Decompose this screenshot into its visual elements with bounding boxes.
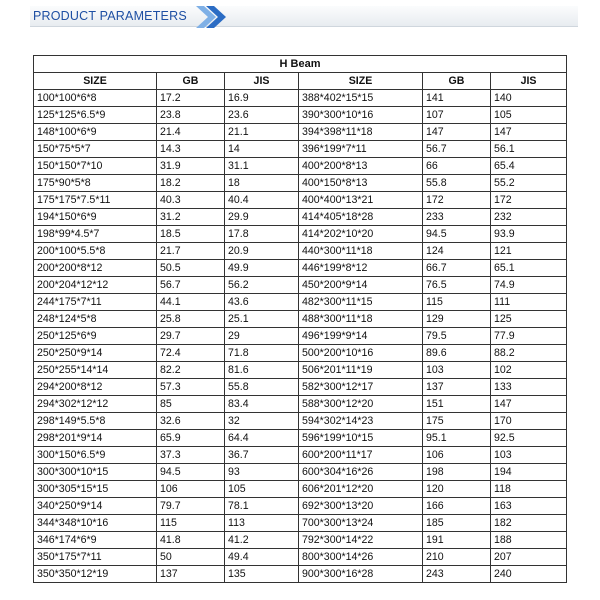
table-cell: 400*400*13*21 xyxy=(299,192,423,209)
table-cell: 600*304*16*26 xyxy=(299,464,423,481)
table-cell: 191 xyxy=(423,532,491,549)
table-cell: 31.1 xyxy=(225,158,299,175)
table-row xyxy=(34,396,567,413)
table-cell: 17.8 xyxy=(225,226,299,243)
table-cell: 16.9 xyxy=(225,90,299,107)
table-cell: 496*199*9*14 xyxy=(299,328,423,345)
table-cell: 43.6 xyxy=(225,294,299,311)
table-cell: 300*305*15*15 xyxy=(34,481,157,498)
table-cell: 57.3 xyxy=(157,379,225,396)
table-cell: 56.2 xyxy=(225,277,299,294)
table-row xyxy=(34,90,567,107)
table-cell: 29.9 xyxy=(225,209,299,226)
table-cell: 172 xyxy=(423,192,491,209)
table-cell: 150*150*7*10 xyxy=(34,158,157,175)
table-cell: 111 xyxy=(491,294,567,311)
table-row xyxy=(34,481,567,498)
table-cell: 446*199*8*12 xyxy=(299,260,423,277)
table-cell: 102 xyxy=(491,362,567,379)
table-cell: 31.9 xyxy=(157,158,225,175)
column-header: SIZE xyxy=(34,73,157,90)
table-row xyxy=(34,379,567,396)
table-cell: 390*300*10*16 xyxy=(299,107,423,124)
table-cell: 79.7 xyxy=(157,498,225,515)
table-cell: 163 xyxy=(491,498,567,515)
table-cell: 488*300*11*18 xyxy=(299,311,423,328)
table-cell: 37.3 xyxy=(157,447,225,464)
table-cell: 133 xyxy=(491,379,567,396)
table-cell: 106 xyxy=(423,447,491,464)
table-cell: 49.9 xyxy=(225,260,299,277)
table-cell: 248*124*5*8 xyxy=(34,311,157,328)
table-cell: 140 xyxy=(491,90,567,107)
table-cell: 41.2 xyxy=(225,532,299,549)
table-cell: 89.6 xyxy=(423,345,491,362)
table-cell: 151 xyxy=(423,396,491,413)
column-header: JIS xyxy=(491,73,567,90)
table-cell: 596*199*10*15 xyxy=(299,430,423,447)
table-cell: 396*199*7*11 xyxy=(299,141,423,158)
table-cell: 36.7 xyxy=(225,447,299,464)
table-cell: 118 xyxy=(491,481,567,498)
table-cell: 21.4 xyxy=(157,124,225,141)
table-cell: 147 xyxy=(423,124,491,141)
table-cell: 56.7 xyxy=(157,277,225,294)
table-cell: 29 xyxy=(225,328,299,345)
column-header: GB xyxy=(157,73,225,90)
table-cell: 582*300*12*17 xyxy=(299,379,423,396)
table-cell: 100*100*6*8 xyxy=(34,90,157,107)
table-cell: 692*300*13*20 xyxy=(299,498,423,515)
table-row xyxy=(34,192,567,209)
table-cell: 175*90*5*8 xyxy=(34,175,157,192)
table-cell: 65.1 xyxy=(491,260,567,277)
table-cell: 32.6 xyxy=(157,413,225,430)
table-cell: 115 xyxy=(423,294,491,311)
table-cell: 40.4 xyxy=(225,192,299,209)
table-cell: 185 xyxy=(423,515,491,532)
column-header: JIS xyxy=(225,73,299,90)
table-row xyxy=(34,158,567,175)
table-cell: 800*300*14*26 xyxy=(299,549,423,566)
table-cell: 49.4 xyxy=(225,549,299,566)
table-cell: 207 xyxy=(491,549,567,566)
table-cell: 394*398*11*18 xyxy=(299,124,423,141)
table-cell: 105 xyxy=(491,107,567,124)
table-cell: 166 xyxy=(423,498,491,515)
table-cell: 172 xyxy=(491,192,567,209)
table-cell: 17.2 xyxy=(157,90,225,107)
column-header: SIZE xyxy=(299,73,423,90)
table-cell: 41.8 xyxy=(157,532,225,549)
table-cell: 83.4 xyxy=(225,396,299,413)
table-cell: 76.5 xyxy=(423,277,491,294)
table-row xyxy=(34,515,567,532)
table-cell: 440*300*11*18 xyxy=(299,243,423,260)
table-row xyxy=(34,447,567,464)
table-cell: 300*300*10*15 xyxy=(34,464,157,481)
table-row xyxy=(34,175,567,192)
table-cell: 147 xyxy=(491,124,567,141)
table-cell: 350*350*12*19 xyxy=(34,566,157,583)
table-cell: 137 xyxy=(157,566,225,583)
table-cell: 700*300*13*24 xyxy=(299,515,423,532)
table-cell: 105 xyxy=(225,481,299,498)
table-cell: 93.9 xyxy=(491,226,567,243)
table-cell: 294*200*8*12 xyxy=(34,379,157,396)
table-cell: 346*174*6*9 xyxy=(34,532,157,549)
table-cell: 175*175*7.5*11 xyxy=(34,192,157,209)
table-cell: 606*201*12*20 xyxy=(299,481,423,498)
table-cell: 71.8 xyxy=(225,345,299,362)
table-cell: 18.5 xyxy=(157,226,225,243)
table-cell: 194*150*6*9 xyxy=(34,209,157,226)
table-row xyxy=(34,294,567,311)
table-row xyxy=(34,549,567,566)
table-cell: 148*100*6*9 xyxy=(34,124,157,141)
table-cell: 400*200*8*13 xyxy=(299,158,423,175)
table-cell: 250*255*14*14 xyxy=(34,362,157,379)
table-cell: 243 xyxy=(423,566,491,583)
table-cell: 95.1 xyxy=(423,430,491,447)
table-cell: 77.9 xyxy=(491,328,567,345)
table-cell: 792*300*14*22 xyxy=(299,532,423,549)
table-cell: 294*302*12*12 xyxy=(34,396,157,413)
table-cell: 56.1 xyxy=(491,141,567,158)
table-cell: 210 xyxy=(423,549,491,566)
table-cell: 85 xyxy=(157,396,225,413)
table-cell: 65.9 xyxy=(157,430,225,447)
table-cell: 150*75*5*7 xyxy=(34,141,157,158)
table-row xyxy=(34,413,567,430)
table-cell: 500*200*10*16 xyxy=(299,345,423,362)
table-cell: 64.4 xyxy=(225,430,299,447)
table-cell: 124 xyxy=(423,243,491,260)
table-cell: 29.7 xyxy=(157,328,225,345)
table-cell: 298*149*5.5*8 xyxy=(34,413,157,430)
table-cell: 120 xyxy=(423,481,491,498)
table-cell: 200*200*8*12 xyxy=(34,260,157,277)
table-cell: 55.8 xyxy=(423,175,491,192)
table-cell: 113 xyxy=(225,515,299,532)
table-cell: 170 xyxy=(491,413,567,430)
table-cell: 44.1 xyxy=(157,294,225,311)
table-cell: 66.7 xyxy=(423,260,491,277)
table-cell: 147 xyxy=(491,396,567,413)
table-cell: 25.8 xyxy=(157,311,225,328)
section-header xyxy=(30,6,578,27)
table-cell: 141 xyxy=(423,90,491,107)
table-row xyxy=(34,124,567,141)
table-cell: 506*201*11*19 xyxy=(299,362,423,379)
table-cell: 175 xyxy=(423,413,491,430)
table-cell: 50.5 xyxy=(157,260,225,277)
table-row xyxy=(34,243,567,260)
table-cell: 94.5 xyxy=(423,226,491,243)
table-cell: 400*150*8*13 xyxy=(299,175,423,192)
table-row xyxy=(34,345,567,362)
table-cell: 79.5 xyxy=(423,328,491,345)
table-cell: 50 xyxy=(157,549,225,566)
table-cell: 21.1 xyxy=(225,124,299,141)
table-row xyxy=(34,328,567,345)
table-cell: 482*300*11*15 xyxy=(299,294,423,311)
table-cell: 125 xyxy=(491,311,567,328)
table-cell: 414*202*10*20 xyxy=(299,226,423,243)
h-beam-table xyxy=(33,55,567,583)
table-cell: 107 xyxy=(423,107,491,124)
table-cell: 94.5 xyxy=(157,464,225,481)
table-title-row xyxy=(34,56,567,73)
table-cell: 82.2 xyxy=(157,362,225,379)
table-cell: 232 xyxy=(491,209,567,226)
table-cell: 23.8 xyxy=(157,107,225,124)
table-cell: 182 xyxy=(491,515,567,532)
table-row xyxy=(34,498,567,515)
table-row xyxy=(34,311,567,328)
table-cell: 92.5 xyxy=(491,430,567,447)
chevron-right-icon xyxy=(196,6,236,28)
table-cell: 194 xyxy=(491,464,567,481)
table-body xyxy=(34,90,567,583)
table-cell: 125*125*6.5*9 xyxy=(34,107,157,124)
table-row xyxy=(34,226,567,243)
table-header-row xyxy=(34,73,567,90)
table-cell: 188 xyxy=(491,532,567,549)
table-cell: 20.9 xyxy=(225,243,299,260)
table-cell: 129 xyxy=(423,311,491,328)
table-title: H Beam xyxy=(34,56,567,73)
table-cell: 55.2 xyxy=(491,175,567,192)
table-row xyxy=(34,277,567,294)
table-cell: 65.4 xyxy=(491,158,567,175)
table-cell: 414*405*18*28 xyxy=(299,209,423,226)
table-cell: 198*99*4.5*7 xyxy=(34,226,157,243)
table-row xyxy=(34,362,567,379)
table-row xyxy=(34,566,567,583)
table-cell: 115 xyxy=(157,515,225,532)
table-row xyxy=(34,107,567,124)
table-cell: 244*175*7*11 xyxy=(34,294,157,311)
table-cell: 137 xyxy=(423,379,491,396)
table-cell: 32 xyxy=(225,413,299,430)
table-cell: 135 xyxy=(225,566,299,583)
table-row xyxy=(34,260,567,277)
table-cell: 340*250*9*14 xyxy=(34,498,157,515)
table-cell: 56.7 xyxy=(423,141,491,158)
table-cell: 25.1 xyxy=(225,311,299,328)
table-cell: 250*250*9*14 xyxy=(34,345,157,362)
table-row xyxy=(34,532,567,549)
table-row xyxy=(34,430,567,447)
table-cell: 103 xyxy=(423,362,491,379)
table-row xyxy=(34,209,567,226)
table-cell: 78.1 xyxy=(225,498,299,515)
table-cell: 93 xyxy=(225,464,299,481)
h-beam-table-container xyxy=(33,55,566,583)
table-cell: 31.2 xyxy=(157,209,225,226)
table-cell: 74.9 xyxy=(491,277,567,294)
table-cell: 14.3 xyxy=(157,141,225,158)
table-row xyxy=(34,141,567,158)
table-cell: 233 xyxy=(423,209,491,226)
table-cell: 18.2 xyxy=(157,175,225,192)
table-cell: 121 xyxy=(491,243,567,260)
table-cell: 344*348*10*16 xyxy=(34,515,157,532)
table-cell: 21.7 xyxy=(157,243,225,260)
table-cell: 240 xyxy=(491,566,567,583)
table-cell: 40.3 xyxy=(157,192,225,209)
table-cell: 106 xyxy=(157,481,225,498)
table-cell: 14 xyxy=(225,141,299,158)
table-cell: 55.8 xyxy=(225,379,299,396)
section-title: PRODUCT PARAMETERS xyxy=(33,9,187,23)
table-cell: 594*302*14*23 xyxy=(299,413,423,430)
table-cell: 350*175*7*11 xyxy=(34,549,157,566)
table-cell: 388*402*15*15 xyxy=(299,90,423,107)
table-cell: 198 xyxy=(423,464,491,481)
table-cell: 450*200*9*14 xyxy=(299,277,423,294)
table-cell: 298*201*9*14 xyxy=(34,430,157,447)
table-cell: 88.2 xyxy=(491,345,567,362)
table-cell: 66 xyxy=(423,158,491,175)
table-cell: 588*300*12*20 xyxy=(299,396,423,413)
table-cell: 300*150*6.5*9 xyxy=(34,447,157,464)
table-cell: 200*204*12*12 xyxy=(34,277,157,294)
table-cell: 18 xyxy=(225,175,299,192)
table-cell: 103 xyxy=(491,447,567,464)
table-row xyxy=(34,464,567,481)
table-cell: 250*125*6*9 xyxy=(34,328,157,345)
table-cell: 200*100*5.5*8 xyxy=(34,243,157,260)
table-cell: 72.4 xyxy=(157,345,225,362)
table-cell: 81.6 xyxy=(225,362,299,379)
table-cell: 23.6 xyxy=(225,107,299,124)
table-cell: 600*200*11*17 xyxy=(299,447,423,464)
column-header: GB xyxy=(423,73,491,90)
table-cell: 900*300*16*28 xyxy=(299,566,423,583)
